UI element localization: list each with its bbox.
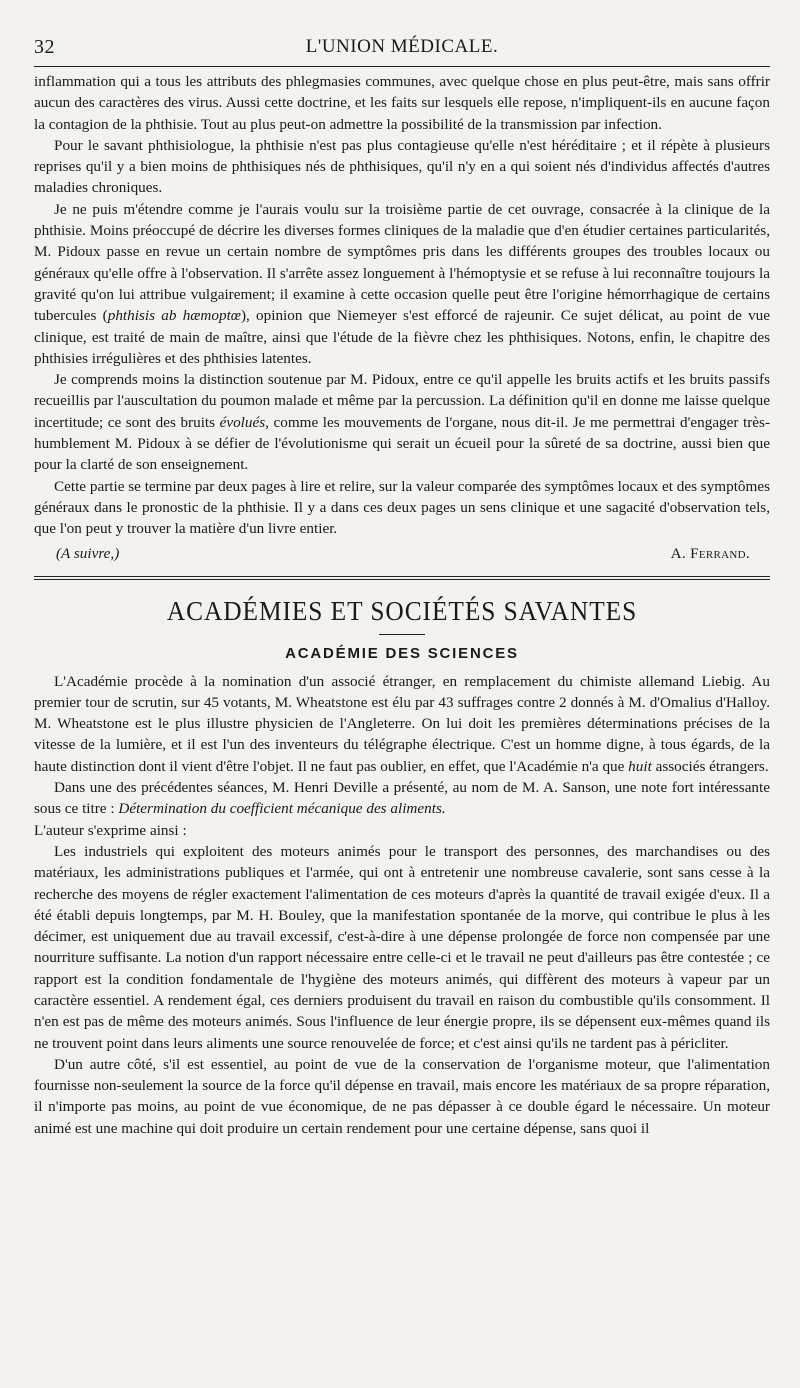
header-rule [34,66,770,67]
section-separator [34,576,770,580]
italic-term: évolués [219,413,266,431]
note-title: Détermination du coefficient mécanique des aliments. [118,800,446,818]
journal-page [34,30,770,1375]
text-run: Je ne puis m'étendre comme je l'aurais voulu sur la troisième partie de cet ouvrage, consacrée à la clinique de la phthisie. Moins préoccupé de décrire les diverses formes cliniques de la maladie que d'en étudier certaines particularités, M. Pidoux passe en revue un certain nombre de symptômes pris dans les différents groupes des troubles locaux ou généraux qu'elle offre à l'observation. Il s'arrête assez longuement à l'hémoptysie et se refuse à lui reconnaître toujours la gravité qu'on lui attribue vulgairement; il examine à cette occasion quelle peut être l'origine hémorrhagique de certains tubercules ( [34,200,770,325]
academy-paragraph-1 [34,671,770,777]
academy-report [34,671,770,1140]
signature-row [34,540,770,566]
text-run: L'Académie procède à la nomination d'un associé étranger, en remplacement du chimiste allemand Liebig. Au premier tour de scrutin, sur 45 votants, M. Wheatstone est élu par 43 suffrages contre 2 donnés à M. d'Omalius d'Halloy. M. Wheatstone est le plus illustre physicien de l'Angleterre. On lui doit les premières déterminations précises de la vitesse de la lumière, et il est l'un des inventeurs du télégraphe électrique. C'est un homme digne, à tous égards, de la haute distinction dont il vient d'être l'objet. Il ne faut pas oublier, en effet, que l'Académie n'a que [34,672,770,775]
page-number: 32 [34,36,55,58]
author-name: A. Ferrand. [670,544,750,562]
article-paragraph-5: Cette partie se termine par deux pages à lire et relire, sur la valeur comparée des symptômes locaux et des symptômes généraux dans le pronostic de la phthisie. Il y a dans ces deux pages un sens clinique et une sagacité d'observation tels, que l'on peut y trouver la matière d'un livre entier. [34,477,770,538]
academy-paragraph-3: Les industriels qui exploitent des moteurs animés pour le transport des personnes, des marchandises ou des matériaux, les administrations publiques et l'armée, qui ont à entretenir une nombreuse cavalerie, sont sans cesse à la recherche des moyens de régler exactement l'alimentation de ces moteurs d'après la quantité de travail exigée d'eux. Il a été établi depuis longtemps, par M. H. Bouley, que la manifestation spontanée de la morve, qui contribue le plus à les décimer, est uniquement due au travail excessif, c'est-à-dire à une dépense prolongée de force non compensée par une nourriture suffisante. La notion d'un rapport nécessaire entre celle-ci et le travail ne peut d'ailleurs pas être contestée ; ce rapport est la condition fondamentale de l'hygiène des moteurs animés, qui diffèrent des moteurs à vapeur par un caractère essentiel. A rendement égal, ces derniers produisent du travail en raison du combustible qu'ils consomment. Il n'en est pas de même des moteurs animés. Sous l'influence de leur énergie propre, ils se dépensent eux-mêmes quand ils ne trouvent point dans leurs aliments une source renouvelée de force; et c'est ainsi qu'ils ne tardent pas à péricliter. [34,842,770,1052]
article-continuation [34,71,770,566]
subsection-title: ACADÉMIE DES SCIENCES [285,644,519,662]
text-run: , comme les mouvements de l'organe, nous dit-il. Je me permettrai d'engager très-humblement M. Pidoux à se défier de l'évolutionisme qui serait un écueil pour la sûreté de sa doctrine, aussi bien que pour la clarté de son enseignement. [34,413,770,474]
academy-paragraph-2 [34,777,770,820]
latin-term: phthisis ab hæmoptœ [107,307,241,325]
text-run: ), opinion que Niemeyer s'est efforcé de rajeunir. Ce sujet délicat, au point de vue clinique, est traité de main de maître, ainsi que l'étude de la fièvre chez les phthisiques. Notons, enfin, le chapitre des phthisies irrégulières et des phthisies latentes. [34,307,770,367]
text-run: Je comprends moins la distinction soutenue par M. Pidoux, entre ce qu'il appelle les bruits actifs et les bruits passifs recueillis par l'auscultation du poumon malade et même par la percussion. La définition qu'il en donne me laisse quelque incertitude; ce sont des bruits [34,371,770,431]
italic-term: huit [628,757,652,775]
running-head [34,30,770,60]
academy-paragraph-2b: L'auteur s'exprime ainsi : [34,821,187,839]
text-run: Dans une des précédentes séances, M. Henri Deville a présenté, au nom de M. A. Sanson, une note fort intéressante sous ce titre : [34,779,770,818]
article-paragraph-1: inflammation qui a tous les attributs des phlegmasies communes, avec quelque chose en plus peut-être, mais sans offrir aucun des caractères des virus. Aussi cette doctrine, et les faits sur lesquels elle repose, n'impliquent-ils en aucune façon la contagion de la phthisie. Tout au plus peut-on admettre la possibilité de la transmission par infection. [34,73,770,133]
journal-title: L'UNION MÉDICALE. [305,36,499,57]
short-rule [379,634,425,635]
article-paragraph-3 [34,199,770,369]
article-paragraph-4 [34,369,770,475]
to-be-continued: (A suivre,) [56,544,120,562]
section-title: ACADÉMIES ET SOCIÉTÉS SAVANTES [166,595,638,626]
academy-paragraph-4: D'un autre côté, s'il est essentiel, au point de vue de la conservation de l'organisme moteur, que l'alimentation fournisse non-seulement la source de la force qu'il dépense en travail, mais encore les matériaux de sa propre réparation, il n'importe pas moins, au point de vue économique, de ne pas dépasser à ce double égard le nécessaire. Un moteur animé est une machine qui doit produire un certain rendement pour une certaine dépense, sans quoi il [34,1055,770,1137]
text-run: associés étrangers. [651,757,769,775]
article-paragraph-2: Pour le savant phthisiologue, la phthisie n'est pas plus contagieuse qu'elle n'est héréditaire ; et il répète à plusieurs reprises qu'il y a bien moins de phthisiques nés de phthisiques, qu'il n'y en a qui soient nés d'individus affectés d'autres maladies chroniques. [34,136,770,197]
